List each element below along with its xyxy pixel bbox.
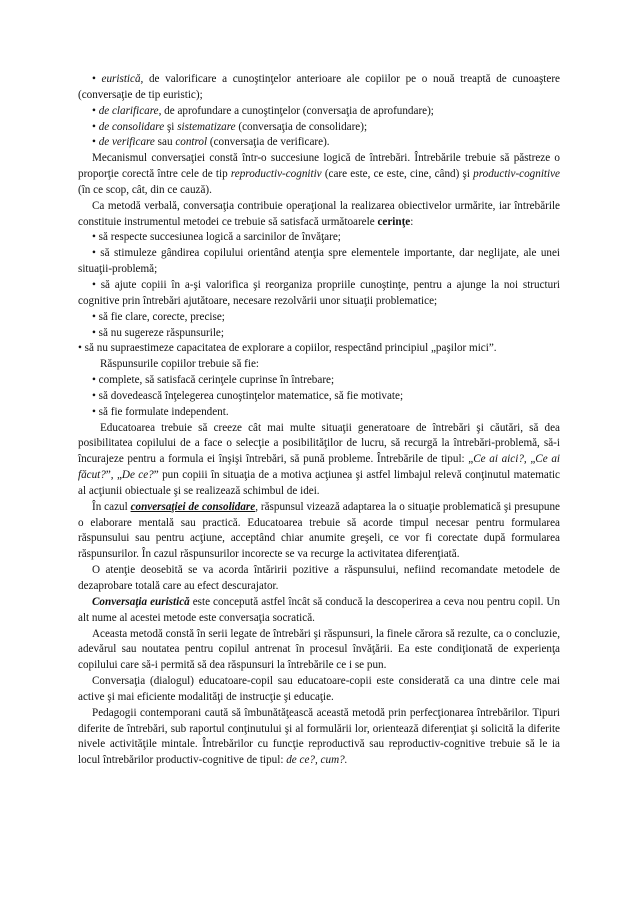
emphasized-text: reproductiv-cognitiv <box>230 168 322 181</box>
paragraph-raspuns-intelegere <box>78 389 560 405</box>
paragraph-educatoarea <box>78 421 560 500</box>
text-run: • să fie formulate independent. <box>92 405 229 418</box>
paragraph-euristica <box>78 72 560 104</box>
paragraph-verificare <box>78 135 560 151</box>
text-run: • să ajute copiii în a-şi valorifica şi reorganiza propriile cunoştinţe, pentru a ajunge la noi structuri cognitive prin întrebări ajutătoare, necesare rezolvării unor situaţii problematice; <box>78 278 560 307</box>
paragraph-raspuns-independent <box>78 405 560 421</box>
paragraph-cerinta-ajute <box>78 278 560 310</box>
text-run: Conversaţia (dialogul) educatoare-copil sau educatoare-copii este considerată ca una dintre cele mai active şi mai eficiente modalităţi de instrucţie şi educaţie. <box>78 675 560 703</box>
paragraph-consolidare-caz <box>78 500 560 563</box>
text-run: Mecanismul conversaţiei constă într-o succesiune logică de întrebări. Întrebările trebuie să păstreze o proporţie corectă între cele de tip <box>78 152 560 181</box>
emphasized-text: Conversaţia euristică <box>92 595 190 608</box>
emphasized-text: de clarificare, <box>98 104 162 117</box>
text-run: O atenţie deosebită se va acorda întăririi pozitive a răspunsului, nefiind recomandate metodele de dezaprobare totală care au efect descurajator. <box>78 564 560 592</box>
text-run: , răspunsul vizează adaptarea la o situaţie problematică şi presupune o elaborare mentală sau practică. Educatoarea trebuie să acorde timpul necesar pentru formularea răspunsului sau pentru acţiune, acceptând chiar anumite greşeli, ce vor fi corectate după formularea răspunsurilor. În cazul răspunsurilor incorecte se va recurge la activitatea diferenţiată. <box>78 500 560 561</box>
text-run: • <box>92 120 99 133</box>
paragraph-clarificare <box>78 104 560 120</box>
paragraph-raspunsurile <box>78 357 560 373</box>
text-run: şi <box>164 120 178 133</box>
emphasized-text: productiv-cognitive <box>473 168 560 181</box>
paragraph-aceasta-metoda <box>78 627 560 675</box>
text-run: În cazul <box>92 500 131 513</box>
emphasized-text: De ce? <box>121 469 154 482</box>
text-run: • să stimuleze gândirea copilului orientând atenţia spre elementele importante, dar neglijate, ale unei situaţii-problemă; <box>78 247 560 276</box>
text-run: de valorificare a cunoştinţelor anterioare ale copiilor pe o nouă treaptă de cunoaştere (conversaţie de tip euristic); <box>78 73 560 101</box>
text-run: (conversaţia de consolidare); <box>235 120 368 133</box>
paragraph-cerinta-supraestimeze <box>78 341 560 357</box>
text-run: de aprofundare a cunoştinţelor (conversaţia de aprofundare); <box>161 104 434 117</box>
text-run: Educatoarea trebuie să creeze cât mai multe situaţii generatoare de întrebări şi căutări, să dea posibilitatea copilului de a face o selecţie a posibilităţilor de lucru, să recurgă la întrebări-problemă, să-i încurajeze pentru a formula ei înşişi întrebări, să pună probleme. Întrebările de tipul: „ <box>78 421 560 466</box>
emphasized-text: euristică, <box>101 73 144 85</box>
emphasized-text: sistematizare <box>177 120 236 133</box>
paragraph-atentie <box>78 563 560 595</box>
text-run: sau <box>154 136 176 149</box>
text-run: • <box>92 136 99 149</box>
text-run: • complete, să satisfacă cerinţele cuprinse în întrebare; <box>92 374 335 387</box>
text-run: • <box>92 104 99 117</box>
text-run: ”, „ <box>105 469 122 482</box>
emphasized-text: cerinţe <box>377 215 411 228</box>
text-run: • să dovedească înţelegerea cunoştinţelor matematice, să fie motivate; <box>92 389 404 402</box>
emphasized-text: control <box>175 136 208 149</box>
text-run: (conversaţia de verificare). <box>207 136 330 149</box>
text-run: „ <box>526 453 536 466</box>
paragraph-raspuns-complete <box>78 373 560 389</box>
paragraph-conversatia-euristica <box>78 595 560 627</box>
text-run: • să fie clare, corecte, precise; <box>92 310 225 323</box>
emphasized-text: de verificare <box>98 136 155 149</box>
paragraph-pedagogii <box>78 706 560 769</box>
text-run: Ca metodă verbală, conversaţia contribuie operaţional la realizarea obiectivelor urmărite, iar întrebările constituie instrumentul metodei ce trebuie să satisfacă următoarele <box>78 199 560 228</box>
paragraph-cerinta-clare <box>78 310 560 326</box>
text-run: : <box>410 215 414 228</box>
text-run: • să nu sugereze răspunsurile; <box>92 326 224 339</box>
text-run: ” pun copiii în situaţia de a motiva acţiunea şi astfel limbajul relevă conţinutul matematic al acţiunii obiectuale şi se realizează schimbul de idei. <box>78 469 560 497</box>
paragraph-cerinta-stimuleze <box>78 246 560 278</box>
paragraph-mecanismul <box>78 151 560 199</box>
paragraph-consolidare <box>78 120 560 136</box>
text-run: Aceasta metodă constă în serii legate de întrebări şi răspunsuri, la finele cărora să rezulte, ca o concluzie, adevărul sau noutatea pentru copilul antrenat în procesul învăţării. Ea este condiţionată de experienţa copilului care să-i permită să dea răspunsuri la întrebările ce i se pun. <box>78 627 560 672</box>
paragraph-cerinta-sugereze <box>78 326 560 342</box>
emphasized-text: de consolidare <box>98 120 165 133</box>
text-run: • <box>92 73 102 85</box>
text-run: este concepută astfel încât să conducă la descoperirea a ceva nou pentru copil. Un alt nume al acestei metode este conversaţia socratică. <box>78 595 560 624</box>
paragraph-metoda-verbala <box>78 199 560 231</box>
text-run: (care este, ce este, cine, când) şi <box>321 168 474 181</box>
emphasized-text: Ce ai făcut? <box>78 453 560 482</box>
text-run: Răspunsurile copiilor trebuie să fie: <box>100 358 260 371</box>
emphasized-text: de ce?, cum?. <box>286 754 348 767</box>
paragraph-dialogul <box>78 674 560 706</box>
document-page <box>78 72 560 769</box>
text-run: Pedagogii contemporani caută să îmbunătăţească această metodă prin perfecţionarea întrebărilor. Tipuri diferite de întrebări, sub raportul conţinutului şi al formulării lor, orientează diferenţiat şi solicită la diferite nivele activităţile mintale. Întrebărilor cu funcţie reproductivă sau reproductiv-cognitive trebuie să le ia locul întrebărilor productiv-cognitive de tipul: <box>78 706 560 767</box>
text-run: (în ce scop, cât, din ce cauză). <box>78 183 212 196</box>
paragraph-cerinta-succesiune <box>78 230 560 246</box>
emphasized-text: Ce ai aici?, <box>473 453 527 466</box>
emphasized-text: conversaţiei de consolidare <box>130 500 256 513</box>
text-run: • să respecte succesiunea logică a sarcinilor de învăţare; <box>92 231 341 244</box>
text-run: • să nu supraestimeze capacitatea de explorare a copiilor, respectând principiul „paşilor mici”. <box>78 342 497 355</box>
